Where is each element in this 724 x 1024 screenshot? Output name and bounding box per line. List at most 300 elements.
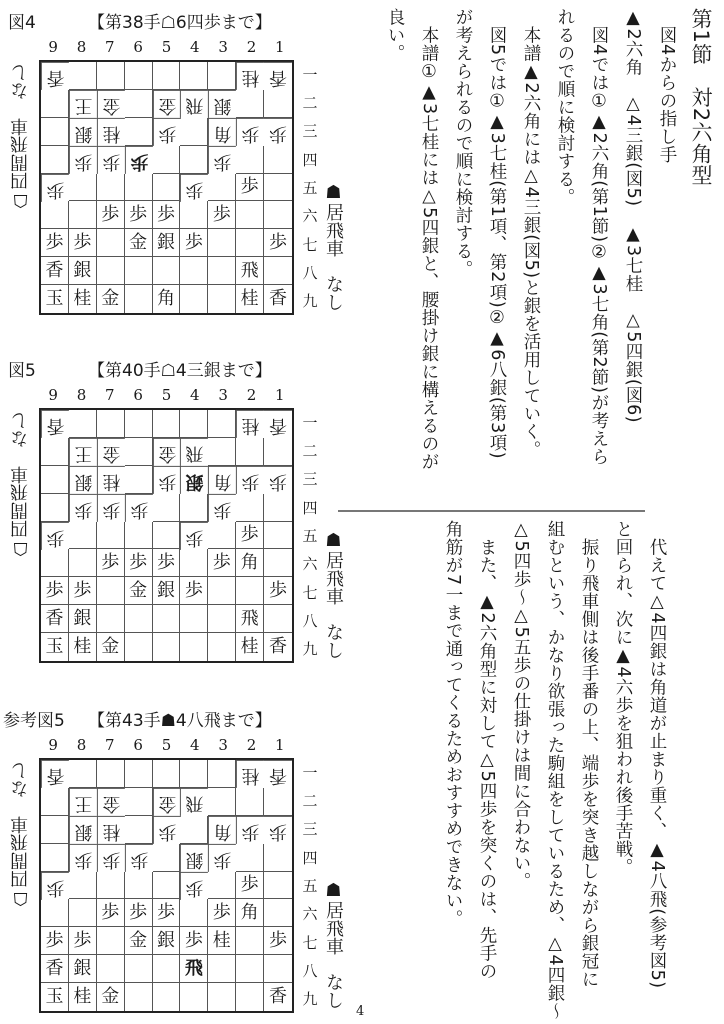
board-square xyxy=(236,788,264,816)
file-label: 6 xyxy=(133,38,143,56)
board-square xyxy=(153,760,181,788)
text-line: 図5では①▲3七桂(第1項、第2項)②▲6八銀(第3項) xyxy=(487,8,507,460)
shogi-piece: 飛 xyxy=(185,442,204,464)
rank-label: 四 xyxy=(302,150,318,169)
board-square xyxy=(208,146,236,174)
board-square xyxy=(41,229,69,257)
shogi-piece: 歩 xyxy=(269,579,288,601)
rank-label: 九 xyxy=(302,292,318,311)
rank-label: 六 xyxy=(302,207,318,226)
board-square xyxy=(236,577,264,605)
board-square xyxy=(236,146,264,174)
board-square xyxy=(125,285,153,313)
file-label: 9 xyxy=(48,736,58,754)
shogi-piece: 歩 xyxy=(73,579,92,601)
shogi-piece: 歩 xyxy=(130,498,149,520)
shogi-piece: 歩 xyxy=(185,876,204,897)
figure-caption: 【第40手☖4三銀まで】 xyxy=(88,361,272,381)
board-square xyxy=(236,118,264,146)
rank-label: 八 xyxy=(302,611,318,630)
file-label: 5 xyxy=(161,38,172,56)
board-square xyxy=(97,410,125,438)
shogi-piece: 歩 xyxy=(212,203,231,225)
shogi-piece: 銀 xyxy=(74,470,93,492)
file-label: 6 xyxy=(133,386,143,404)
shogi-piece: 歩 xyxy=(269,231,288,253)
board-square xyxy=(264,229,292,257)
board-square xyxy=(41,844,69,872)
file-label: 4 xyxy=(190,386,200,404)
figure-label: 参考図5 xyxy=(3,711,65,731)
shogi-piece: 歩 xyxy=(185,526,204,547)
shogi-piece: 歩 xyxy=(158,122,176,144)
board-square xyxy=(69,577,97,605)
rank-label: 五 xyxy=(302,876,318,895)
board-square xyxy=(264,118,292,146)
shogi-piece: 歩 xyxy=(102,848,121,870)
board-square xyxy=(264,927,292,955)
board-square xyxy=(208,522,236,550)
board-square xyxy=(125,816,153,844)
board-square xyxy=(125,633,153,661)
shogi-piece: 歩 xyxy=(241,820,260,842)
file-label: 5 xyxy=(161,736,172,754)
text-line: と回られ、次に▲4六歩を狙われ後手苦戦。 xyxy=(613,520,633,877)
board-square xyxy=(236,983,264,1011)
shogi-piece: 歩 xyxy=(269,122,288,144)
shogi-piece: 歩 xyxy=(73,231,92,253)
board-square xyxy=(264,844,292,872)
board-square xyxy=(69,872,97,900)
shogi-piece: 歩 xyxy=(269,929,288,951)
shogi-piece: 桂 xyxy=(240,636,259,658)
shogi-piece: 角 xyxy=(213,470,232,492)
figure-caption: 【第38手☖6四歩まで】 xyxy=(88,13,272,33)
section-divider xyxy=(338,510,645,512)
shogi-piece: 歩 xyxy=(102,498,121,520)
board-square xyxy=(180,90,208,118)
shogi-piece: 香 xyxy=(46,66,65,88)
shogi-piece: 銀 xyxy=(213,94,232,116)
board-square xyxy=(180,899,208,927)
board-square xyxy=(153,788,181,816)
board-square xyxy=(153,577,181,605)
board-square xyxy=(125,760,153,788)
shogi-piece: 金 xyxy=(102,94,121,116)
page-number: 4 xyxy=(356,1004,365,1019)
file-label: 5 xyxy=(161,386,172,404)
text-line: れるので順に検討する。 xyxy=(555,8,575,206)
shogi-piece: 歩 xyxy=(156,551,175,573)
shogi-piece: 飛 xyxy=(185,792,204,814)
board-square xyxy=(236,90,264,118)
gote-hand-label: ☖四間飛車 なし xyxy=(10,64,31,211)
shogi-piece: 銀 xyxy=(185,848,204,870)
board-square xyxy=(69,927,97,955)
board-square xyxy=(208,285,236,313)
board-square xyxy=(180,285,208,313)
shogi-piece: 歩 xyxy=(158,470,176,492)
board-square xyxy=(208,257,236,285)
board-square xyxy=(125,494,153,522)
board-square xyxy=(208,90,236,118)
rank-label: 二 xyxy=(302,441,318,460)
rank-label: 四 xyxy=(302,848,318,867)
board-square xyxy=(236,494,264,522)
shogi-piece: 金 xyxy=(129,579,148,601)
board-square xyxy=(97,438,125,466)
shogi-board xyxy=(39,408,294,663)
board-square xyxy=(69,257,97,285)
board-square xyxy=(153,983,181,1011)
board-square xyxy=(264,494,292,522)
shogi-piece: 銀 xyxy=(73,259,92,281)
shogi-piece: 王 xyxy=(74,792,93,814)
shogi-piece: 銀 xyxy=(73,957,92,979)
shogi-piece: 歩 xyxy=(45,579,64,601)
file-label: 7 xyxy=(105,386,115,404)
board-square xyxy=(180,633,208,661)
file-labels xyxy=(39,38,294,56)
file-label: 4 xyxy=(190,736,200,754)
board-square xyxy=(97,118,125,146)
board-square xyxy=(125,229,153,257)
shogi-piece: 歩 xyxy=(240,175,259,197)
rank-labels xyxy=(298,60,322,315)
board-square xyxy=(97,257,125,285)
file-label: 8 xyxy=(76,736,87,754)
shogi-piece: 歩 xyxy=(129,551,148,573)
board-square xyxy=(97,633,125,661)
board-square xyxy=(41,816,69,844)
shogi-piece: 香 xyxy=(269,288,288,310)
board-square xyxy=(125,438,153,466)
text-line: 本譜①▲3七桂には△5四銀と、腰掛け銀に構えるのが xyxy=(419,8,439,471)
board-square xyxy=(236,522,264,550)
shogi-piece: 王 xyxy=(74,94,93,116)
file-label: 7 xyxy=(105,38,115,56)
board-square xyxy=(97,844,125,872)
board-square xyxy=(69,549,97,577)
file-labels xyxy=(39,736,294,754)
board-square xyxy=(180,522,208,550)
file-label: 1 xyxy=(275,386,285,404)
board-square xyxy=(69,201,97,229)
board-square xyxy=(153,466,181,494)
text-line: 図4では①▲2六角(第1節)②▲3七角(第2節)が考えら xyxy=(589,8,609,466)
shogi-piece: 歩 xyxy=(46,526,65,547)
text-line: 角筋が7一まで通ってくるためおすすめできない。 xyxy=(443,520,463,928)
board-square xyxy=(97,229,125,257)
board-square xyxy=(69,438,97,466)
board-square xyxy=(125,872,153,900)
board-square xyxy=(208,549,236,577)
board-square xyxy=(180,927,208,955)
board-square xyxy=(41,174,69,202)
board-square xyxy=(125,844,153,872)
board-square xyxy=(41,201,69,229)
board-square xyxy=(125,118,153,146)
rank-label: 七 xyxy=(302,235,318,254)
shogi-piece: 歩 xyxy=(184,929,203,951)
rank-label: 二 xyxy=(302,791,318,810)
board-square xyxy=(41,927,69,955)
board-square xyxy=(236,605,264,633)
rank-label: 九 xyxy=(302,990,318,1009)
board-square xyxy=(180,983,208,1011)
board-square xyxy=(153,174,181,202)
board-square xyxy=(208,577,236,605)
text-line: 振り飛車側は後手番の上、端歩を突き越しながら銀冠に xyxy=(579,520,599,988)
file-label: 1 xyxy=(275,736,285,754)
shogi-piece: 歩 xyxy=(102,150,121,172)
shogi-piece: 歩 xyxy=(156,203,175,225)
shogi-piece: 銀 xyxy=(156,929,175,951)
board-square xyxy=(264,62,292,90)
board-square xyxy=(69,788,97,816)
shogi-piece: 飛 xyxy=(240,607,259,629)
board-square xyxy=(69,118,97,146)
shogi-piece: 桂 xyxy=(73,636,92,658)
board-square xyxy=(153,872,181,900)
board-square xyxy=(69,466,97,494)
file-label: 3 xyxy=(218,736,228,754)
sente-hand-label: ☗居飛車 なし xyxy=(323,530,344,659)
file-label: 8 xyxy=(76,386,87,404)
shogi-piece: 香 xyxy=(45,259,64,281)
gote-hand-label: ☖四間飛車 なし xyxy=(10,762,31,909)
shogi-piece: 歩 xyxy=(241,470,260,492)
board-square xyxy=(153,146,181,174)
board-square xyxy=(208,605,236,633)
board-square xyxy=(153,90,181,118)
board-square xyxy=(208,788,236,816)
board-square xyxy=(69,816,97,844)
shogi-piece: 歩 xyxy=(185,178,204,199)
board-square xyxy=(180,577,208,605)
shogi-piece: 香 xyxy=(269,66,288,88)
board-square xyxy=(180,605,208,633)
rank-label: 三 xyxy=(302,820,318,839)
board-square xyxy=(180,146,208,174)
shogi-piece: 歩 xyxy=(240,873,259,895)
board-square xyxy=(180,844,208,872)
rank-label: 一 xyxy=(302,413,318,432)
text-line: 代えて△4四銀は角道が止まり重く、▲4八飛(参考図5) xyxy=(647,520,667,989)
board-square xyxy=(180,549,208,577)
file-label: 6 xyxy=(133,736,143,754)
shogi-piece: 歩 xyxy=(130,150,149,172)
shogi-piece: 銀 xyxy=(156,231,175,253)
text-line: △5四歩～△5五歩の仕掛けは間に合わない。 xyxy=(511,520,531,891)
shogi-piece: 歩 xyxy=(101,901,120,923)
file-label: 2 xyxy=(246,386,257,404)
board-square xyxy=(180,174,208,202)
board-square xyxy=(97,872,125,900)
board-square xyxy=(264,549,292,577)
board-square xyxy=(180,955,208,983)
board-square xyxy=(41,522,69,550)
upper-text-block xyxy=(378,8,718,498)
shogi-piece: 桂 xyxy=(241,764,260,786)
sente-hand-label: ☗居飛車 なし xyxy=(323,880,344,1009)
board-square xyxy=(41,466,69,494)
board-square xyxy=(153,229,181,257)
shogi-piece: 桂 xyxy=(102,820,121,842)
board-square xyxy=(208,899,236,927)
board-square xyxy=(208,229,236,257)
shogi-piece: 歩 xyxy=(45,929,64,951)
board-square xyxy=(153,816,181,844)
shogi-piece: 歩 xyxy=(74,150,93,172)
board-square xyxy=(264,633,292,661)
shogi-piece: 金 xyxy=(101,986,120,1008)
rank-label: 八 xyxy=(302,961,318,980)
board-square xyxy=(264,760,292,788)
board-square xyxy=(264,410,292,438)
board-square xyxy=(180,816,208,844)
board-square xyxy=(125,788,153,816)
shogi-piece: 香 xyxy=(269,764,288,786)
file-label: 1 xyxy=(275,38,285,56)
shogi-piece: 銀 xyxy=(74,820,93,842)
board-square xyxy=(264,201,292,229)
text-line: 組むという、かなり欲張った駒組をしているため、△4四銀～ xyxy=(545,520,565,1021)
shogi-piece: 金 xyxy=(102,442,121,464)
shogi-piece: 香 xyxy=(46,414,65,436)
board-square xyxy=(208,466,236,494)
board-square xyxy=(125,927,153,955)
board-square xyxy=(236,201,264,229)
shogi-piece: 角 xyxy=(213,122,232,144)
shogi-piece: 銀 xyxy=(156,579,175,601)
board-square xyxy=(236,760,264,788)
board-square xyxy=(41,118,69,146)
shogi-piece: 歩 xyxy=(46,178,65,199)
rank-label: 五 xyxy=(302,178,318,197)
board-square xyxy=(264,955,292,983)
shogi-piece: 玉 xyxy=(45,288,64,310)
board-square xyxy=(69,90,97,118)
board-square xyxy=(41,62,69,90)
board-square xyxy=(97,899,125,927)
shogi-piece: 歩 xyxy=(212,551,231,573)
board-square xyxy=(264,438,292,466)
board-square xyxy=(208,760,236,788)
shogi-piece: 香 xyxy=(269,636,288,658)
board-square xyxy=(153,285,181,313)
shogi-piece: 歩 xyxy=(129,901,148,923)
board-square xyxy=(264,899,292,927)
shogi-piece: 歩 xyxy=(158,820,176,842)
board-square xyxy=(180,229,208,257)
board-square xyxy=(153,438,181,466)
rank-label: 八 xyxy=(302,263,318,282)
lower-text-block xyxy=(436,520,674,1021)
board-square xyxy=(125,899,153,927)
board-square xyxy=(153,549,181,577)
figure-label: 図4 xyxy=(8,13,36,33)
board-square xyxy=(236,844,264,872)
shogi-piece: 歩 xyxy=(213,498,232,520)
board-square xyxy=(208,62,236,90)
board-square xyxy=(153,410,181,438)
shogi-piece: 香 xyxy=(269,414,288,436)
board-square xyxy=(208,983,236,1011)
board-square xyxy=(69,760,97,788)
board-square xyxy=(97,494,125,522)
rank-label: 三 xyxy=(302,122,318,141)
board-square xyxy=(41,605,69,633)
board-square xyxy=(125,410,153,438)
board-square xyxy=(236,62,264,90)
board-square xyxy=(153,955,181,983)
board-square xyxy=(208,201,236,229)
board-square xyxy=(180,118,208,146)
board-square xyxy=(97,90,125,118)
board-square xyxy=(236,872,264,900)
board-square xyxy=(41,257,69,285)
shogi-piece: 飛 xyxy=(240,259,259,281)
board-square xyxy=(41,788,69,816)
board-square xyxy=(69,410,97,438)
board-square xyxy=(41,90,69,118)
shogi-piece: 金 xyxy=(129,929,148,951)
board-square xyxy=(208,410,236,438)
board-square xyxy=(125,955,153,983)
board-square xyxy=(236,927,264,955)
board-square xyxy=(125,90,153,118)
board-square xyxy=(97,146,125,174)
board-square xyxy=(125,522,153,550)
board-square xyxy=(264,816,292,844)
shogi-piece: 香 xyxy=(46,764,65,786)
shogi-piece: 銀 xyxy=(73,607,92,629)
board-square xyxy=(264,257,292,285)
board-square xyxy=(153,605,181,633)
board-square xyxy=(153,118,181,146)
shogi-piece: 飛 xyxy=(184,957,203,979)
board-square xyxy=(97,760,125,788)
board-square xyxy=(180,494,208,522)
shogi-piece: 桂 xyxy=(240,288,259,310)
text-line: 図4からの指し手 xyxy=(657,8,677,164)
board-square xyxy=(236,549,264,577)
board-square xyxy=(97,466,125,494)
shogi-piece: 桂 xyxy=(102,470,121,492)
board-square xyxy=(208,872,236,900)
text-line: 本譜▲2六角には△4三銀(図5)と銀を活用していく。 xyxy=(521,8,541,459)
board-square xyxy=(97,285,125,313)
gote-hand-label: ☖四間飛車 なし xyxy=(10,412,31,559)
board-square xyxy=(69,633,97,661)
shogi-piece: 金 xyxy=(158,94,176,116)
board-square xyxy=(97,62,125,90)
board-square xyxy=(41,577,69,605)
shogi-piece: 金 xyxy=(101,636,120,658)
board-square xyxy=(208,438,236,466)
board-square xyxy=(153,899,181,927)
board-square xyxy=(153,201,181,229)
file-label: 9 xyxy=(48,38,58,56)
shogi-piece: 金 xyxy=(129,231,148,253)
board-square xyxy=(236,466,264,494)
shogi-piece: 歩 xyxy=(45,231,64,253)
shogi-piece: 香 xyxy=(45,957,64,979)
board-square xyxy=(69,955,97,983)
board-square xyxy=(125,201,153,229)
board-square xyxy=(125,257,153,285)
